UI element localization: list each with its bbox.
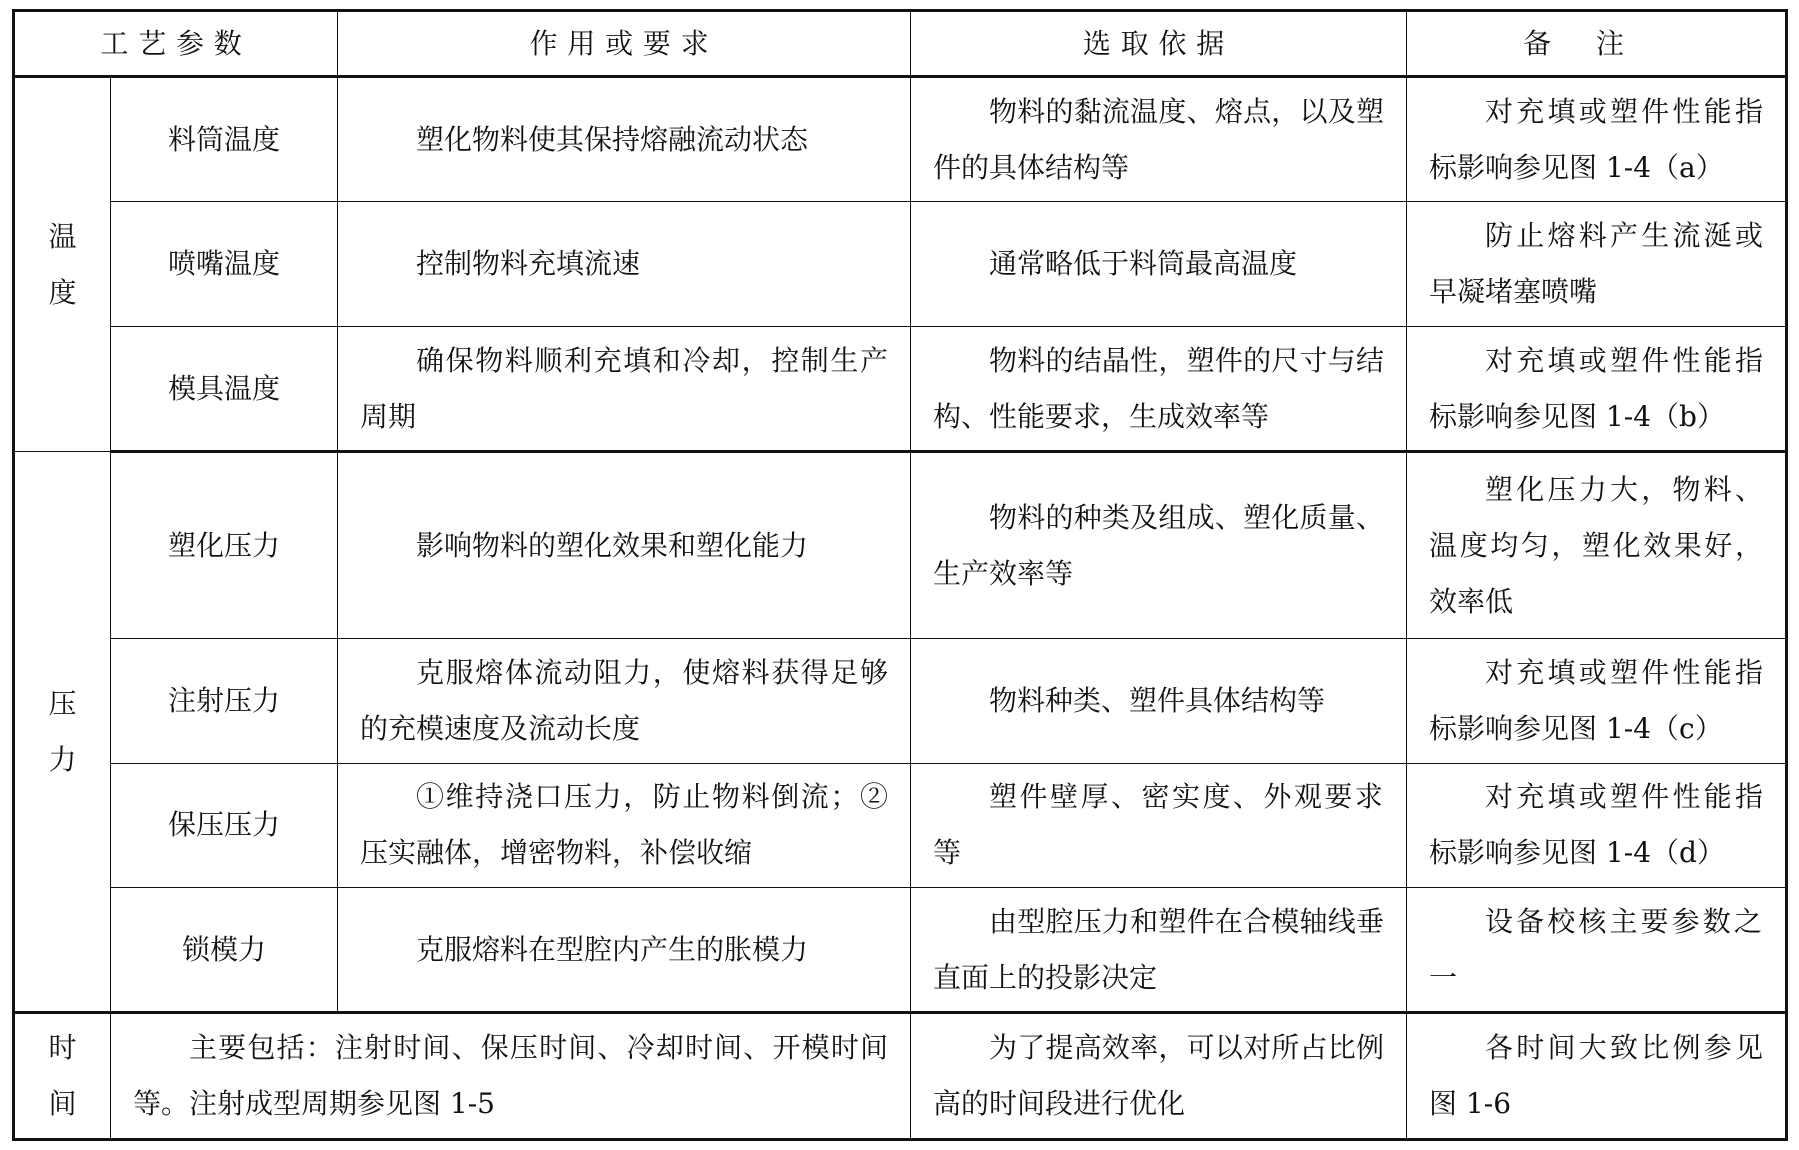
param-effect: 克服熔体流动阻力，使熔料获得足够的充模速度及流动长度 — [338, 639, 911, 763]
param-effect: 塑化物料使其保持熔融流动状态 — [338, 77, 911, 202]
param-effect: 确保物料顺利充填和冷却，控制生产周期 — [338, 326, 911, 451]
param-note: 对充填或塑件性能指标影响参见图 1-4（b） — [1407, 326, 1787, 451]
header-row — [14, 11, 1787, 77]
param-basis: 物料的黏流温度、熔点，以及塑件的具体结构等 — [911, 77, 1407, 202]
table-row — [14, 639, 1787, 763]
param-basis: 物料的结晶性，塑件的尺寸与结构、性能要求，生成效率等 — [911, 326, 1407, 451]
process-parameters-table — [12, 9, 1788, 1141]
table-row — [14, 887, 1787, 1012]
param-note: 防止熔料产生流涎或早凝堵塞喷嘴 — [1407, 202, 1787, 326]
header-note: 备注 — [1407, 11, 1787, 77]
table-row — [14, 452, 1787, 639]
time-basis: 为了提高效率，可以对所占比例高的时间段进行优化 — [911, 1013, 1407, 1140]
param-note: 对充填或塑件性能指标影响参见图 1-4（d） — [1407, 763, 1787, 887]
param-basis: 塑件壁厚、密实度、外观要求等 — [911, 763, 1407, 887]
group-label-time: 时间 — [14, 1013, 111, 1140]
header-basis: 选取依据 — [911, 11, 1407, 77]
param-basis: 通常略低于料筒最高温度 — [911, 202, 1407, 326]
table-row — [14, 77, 1787, 202]
table-row — [14, 202, 1787, 326]
param-name: 锁模力 — [111, 887, 338, 1012]
param-name: 保压压力 — [111, 763, 338, 887]
group-label-temperature: 温度 — [14, 77, 111, 452]
header-effect: 作用或要求 — [338, 11, 911, 77]
time-note: 各时间大致比例参见图 1-6 — [1407, 1013, 1787, 1140]
param-note: 对充填或塑件性能指标影响参见图 1-4（a） — [1407, 77, 1787, 202]
table-row — [14, 326, 1787, 451]
param-note: 设备校核主要参数之一 — [1407, 887, 1787, 1012]
param-note: 对充填或塑件性能指标影响参见图 1-4（c） — [1407, 639, 1787, 763]
header-process-parameter: 工艺参数 — [14, 11, 338, 77]
time-effect: 主要包括：注射时间、保压时间、冷却时间、开模时间等。注射成型周期参见图 1-5 — [111, 1013, 911, 1140]
param-name: 注射压力 — [111, 639, 338, 763]
param-name: 料筒温度 — [111, 77, 338, 202]
param-name: 喷嘴温度 — [111, 202, 338, 326]
param-effect: 克服熔料在型腔内产生的胀模力 — [338, 887, 911, 1012]
param-note: 塑化压力大，物料、温度均匀，塑化效果好，效率低 — [1407, 452, 1787, 639]
param-effect: 控制物料充填流速 — [338, 202, 911, 326]
param-effect: ①维持浇口压力，防止物料倒流；②压实融体，增密物料，补偿收缩 — [338, 763, 911, 887]
param-basis: 由型腔压力和塑件在合模轴线垂直面上的投影决定 — [911, 887, 1407, 1012]
param-name: 模具温度 — [111, 326, 338, 451]
table-row — [14, 763, 1787, 887]
param-basis: 物料种类、塑件具体结构等 — [911, 639, 1407, 763]
param-effect: 影响物料的塑化效果和塑化能力 — [338, 452, 911, 639]
param-name: 塑化压力 — [111, 452, 338, 639]
param-basis: 物料的种类及组成、塑化质量、生产效率等 — [911, 452, 1407, 639]
table-row — [14, 1013, 1787, 1140]
group-label-pressure: 压力 — [14, 452, 111, 1013]
